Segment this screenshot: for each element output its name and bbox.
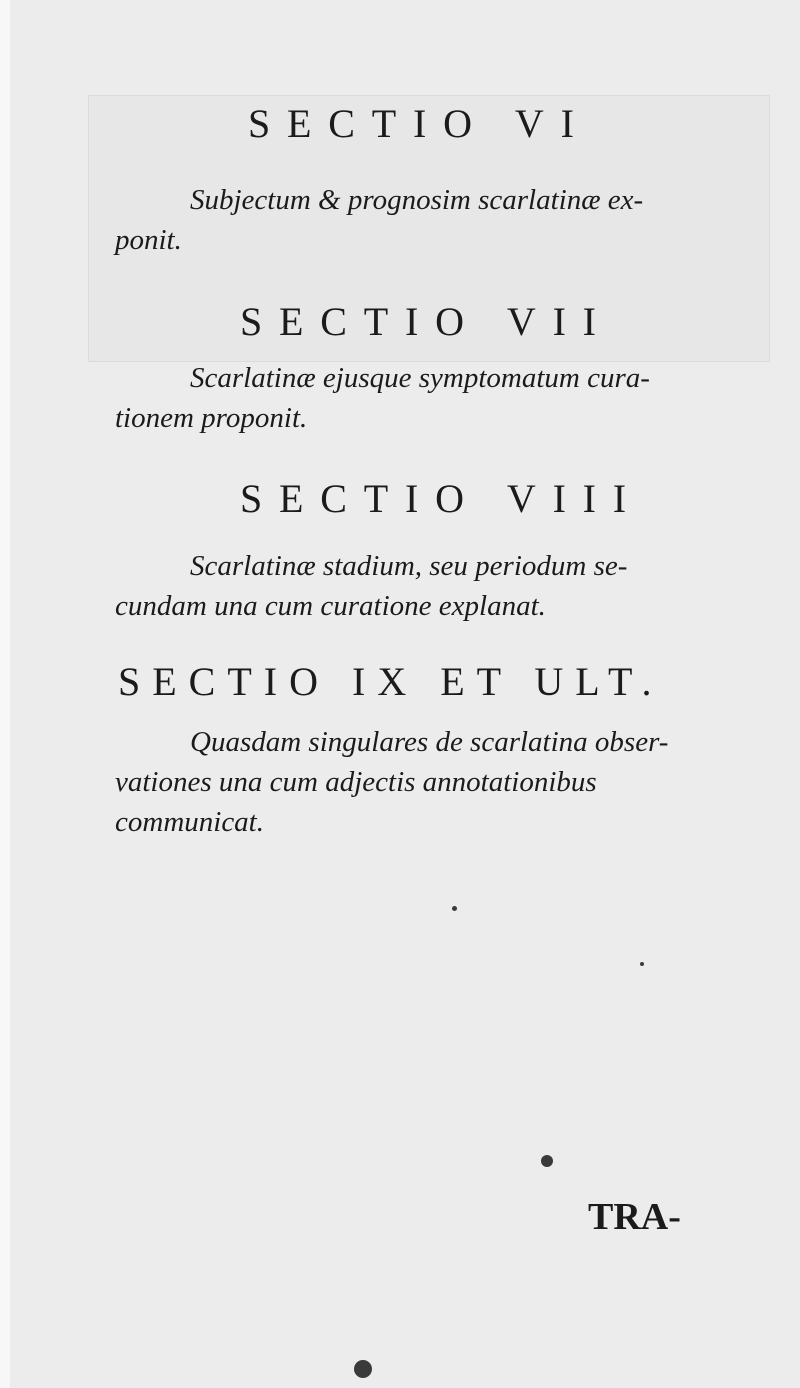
- ink-speck: [354, 1360, 372, 1378]
- section-7-heading: SECTIO VII: [240, 299, 613, 344]
- section-9-line-2: vationes una cum adjectis annotationibus: [115, 766, 597, 798]
- section-7-line-2: tionem proponit.: [115, 402, 308, 434]
- section-9-line-1: Quasdam singulares de scarlatina obser-: [190, 726, 669, 758]
- section-9-line-3: communicat.: [115, 806, 264, 838]
- ink-speck: [640, 962, 644, 966]
- ink-speck: [452, 906, 457, 911]
- catchword: TRA-: [588, 1196, 681, 1238]
- section-6-text: [115, 180, 643, 260]
- section-8-text: [115, 546, 627, 626]
- section-6-line-1: Subjectum & prognosim scarlatinæ ex-: [190, 184, 644, 216]
- section-7-line-1: Scarlatinæ ejusque symptomatum cura-: [190, 362, 650, 394]
- ink-speck: [541, 1155, 553, 1167]
- section-9-heading: SECTIO IX ET ULT.: [118, 659, 664, 704]
- section-6-heading: SECTIO VI: [248, 101, 591, 146]
- section-7-text: [115, 358, 650, 438]
- section-6-line-2: ponit.: [115, 224, 182, 256]
- section-9-text: [115, 722, 668, 842]
- section-8-line-2: cundam una cum curatione explanat.: [115, 590, 546, 622]
- section-8-heading: SECTIO VIII: [240, 476, 643, 521]
- section-8-line-1: Scarlatinæ stadium, seu periodum se-: [190, 550, 628, 582]
- page-edge: [0, 0, 10, 1388]
